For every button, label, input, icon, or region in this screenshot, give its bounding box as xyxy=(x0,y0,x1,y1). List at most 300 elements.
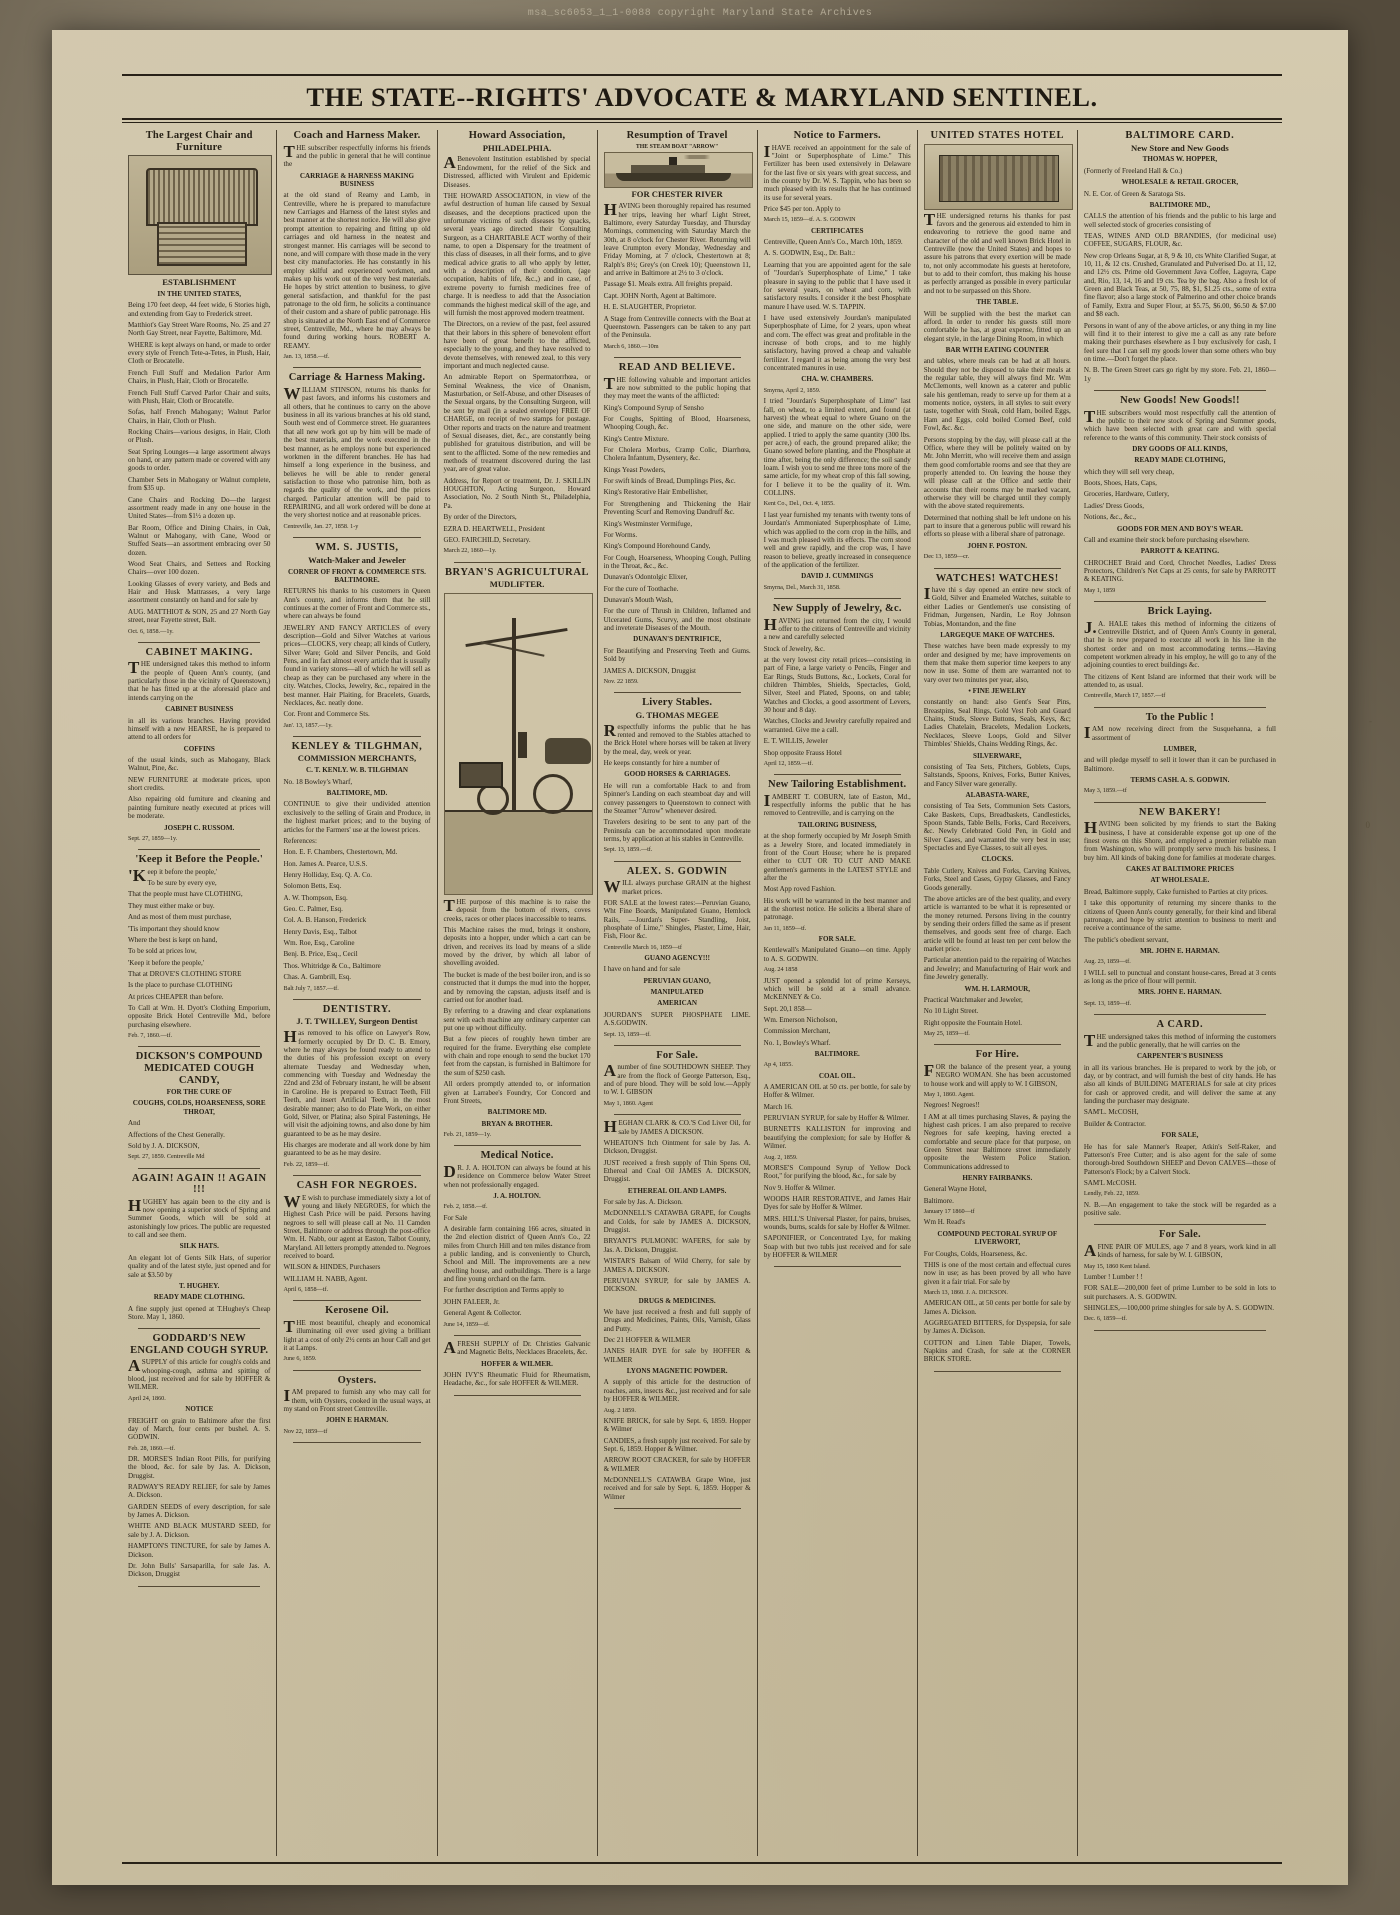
new-goods-new-goods-ad-line-0: THE subscribers would most respectfully call the attention of the public to their new stock of Spring and Summer goods, which have been selected with great care and with special reference to the wants of this community. Their stock consists of xyxy=(1083,406,1276,442)
livery-stables-ad-line-2: GOOD HORSES & CARRIAGES. xyxy=(624,770,731,779)
justis-watchmaker-ad-title: WM. S. JUSTIS, xyxy=(315,542,399,554)
bryans-agricultural-mudlifter-ad-line-6: BALTIMORE MD. xyxy=(487,1108,547,1117)
keep-it-before-the-people-ad-line-2: That the people must have CLOTHING, xyxy=(128,890,243,899)
godwin-guano-ad xyxy=(604,866,751,1038)
heghan-clark-ad-line-3: ETHEREAL OIL AND LAMPS. xyxy=(627,1186,727,1195)
read-and-believe-ad-line-8: For Strengthening and Thickening the Hair Preventing Scurf and Removing Dandruff &c. xyxy=(603,499,751,517)
godwin-guano-ad-line-9: Sept. 13, 1859—tf. xyxy=(603,1030,651,1038)
bryans-agricultural-mudlifter-ad-line-7: BRYAN & BROTHER. xyxy=(481,1119,553,1128)
ad-divider xyxy=(454,562,581,563)
united-states-hotel-ad-line-5: Persons stopping by the day, will please call at the Office, where they will be politely waited on by Mr. John Merritt, who will receive them and assign them good comfortable rooms and see that they are properly attended to. On leaving the house they will please call at the Office and settle their accounts that their rooms may be marked vacant, otherwise they will be charged until they comply with the above stated requirements. xyxy=(923,435,1071,511)
heghan-clark-ad-line-6: BRYANT'S PULMONIC WAFERS, for sale by Jas. A. Dickson, Druggist. xyxy=(603,1237,751,1254)
notice-to-farmers-ad-line-2: March 15, 1859—tf. A. S. GODWIN xyxy=(763,216,856,224)
a-card-carpenter-ad-line-5: FOR SALE, xyxy=(1161,1131,1199,1140)
howard-association-ad-title: Howard Association, xyxy=(468,130,566,141)
chair-furniture-ad-line-11: Bar Room, Office and Dining Chairs, in Oak, Walnut or Mahogany, with Cane, Wood or Stuffed Seats—an assortment embracing over 50 dozen. xyxy=(128,523,271,557)
chair-furniture-ad-subtitle: ESTABLISHMENT xyxy=(162,277,237,288)
cash-for-negroes-ad-line-1: WILSON & HINDES, Purchasers xyxy=(283,1263,381,1272)
heghan-clark-ad-line-14: A supply of this article for the destruction of roaches, ants, insects &c., just received and for sale by HOFFER & WILMER. xyxy=(603,1378,751,1404)
read-and-believe-ad-line-19: JAMES A. DICKSON, Druggist xyxy=(603,666,697,675)
hughey-hats-ad xyxy=(128,1173,270,1322)
coach-harness-maker-ad-line-1: CARRIAGE & HARNESS MAKING BUSINESS xyxy=(299,171,415,188)
chair-furniture-ad-line-9: Chamber Sets in Mahogany or Walnut complete, from $35 up. xyxy=(128,475,271,493)
resumption-of-travel-ad-line-4: A Stage from Centreville connects with the Boat at Queenstown. Passengers can be taken to any part of the Peninsula. xyxy=(603,314,751,340)
cabinet-making-ad-line-0: THE undersigned takes this method to inform the people of Queen Ann's county, (and particularly those in the vicinity of Queenstown,) that he has fitted up at the aforesaid place and intends carrying on the xyxy=(128,658,271,702)
heghan-clark-ad-line-0: HEGHAN CLARK & CO.'S Cod Liver Oil, for sale by JAMES A DICKSON. xyxy=(603,1117,751,1137)
ad-divider xyxy=(293,1370,420,1371)
howard-association-ad-line-1: THE HOWARD ASSOCIATION, in view of the awful destruction of human life caused by Sexual diseases, and the deceptions practiced upon the unfortunate victims of such diseases by quacks, several years ago directed their Consulting Surgeon, as a CHARITABLE ACT worthy of their name, to open a Dispensary for the treatment of this class of diseases, in all their forms, and to give medical advice gratis to all who apply by letter, with a description of their condition, (age occupation, habits of life, &c.,) and in case, of extreme poverty to furnish medicines free of charge. It is needless to add that the Association commands the highest medical skill of the age, and will furnish the most approved modern treatment. xyxy=(443,191,591,317)
coach-harness-maker-ad-line-3: Jan. 13, 1858.—tf. xyxy=(283,353,330,361)
heghan-clark-ad-line-16: KNIFE BRICK, for sale by Sept. 6, 1859. Hopper & Wilmer xyxy=(603,1416,751,1434)
notice-to-farmers-ad-line-1: Price $45 per ton. Apply to xyxy=(763,205,841,214)
watches-watches-ad-line-17: May 25, 1859—tf. xyxy=(923,1029,970,1037)
medical-notice-ad-title: Medical Notice. xyxy=(480,1150,554,1162)
new-bakery-ad-line-9: MRS. JOHN E. HARMAN. xyxy=(1138,988,1222,997)
col-2 xyxy=(277,130,437,1856)
for-sale-sheep-ad-title: For Sale. xyxy=(656,1049,699,1061)
new-tailoring-establishment-ad-line-16: COAL OIL. xyxy=(818,1071,856,1080)
watches-watches-ad-line-14: Practical Watchmaker and Jeweler, xyxy=(923,995,1023,1004)
dentistry-ad xyxy=(283,1004,430,1168)
keep-it-before-the-people-ad xyxy=(128,854,270,1039)
hughey-hats-ad-line-2: An elegant lot of Gents Silk Hats, of superior quality and of the latest style, just opened and for sale at $3.50 by xyxy=(128,1253,271,1279)
chair-furniture-ad-line-13: Looking Glasses of every variety, and Beds and Hair and Husk Mattrasses, a very large assortment constantly on hand and for sale by xyxy=(128,579,271,605)
howard-association-ad-line-4: Address, for Report or treatment, Dr. J. SKILLIN HOUGHTON, Acting Surgeon, Howard Association, No. 2 South Ninth St., Philadelphia, Pa. xyxy=(443,476,591,510)
keep-it-before-the-people-ad-line-12: To Call at Wm. H. Dyott's Clothing Emporium, opposite Brick Hotel Centreville Md., before purchasing elsewhere. xyxy=(128,1004,271,1029)
howard-association-ad-line-5: By order of the Directors, xyxy=(443,513,517,522)
read-and-believe-ad-line-6: For swift kinds of Bread, Dumplings Pies, &c. xyxy=(603,477,736,486)
read-and-believe-ad-line-0: THE following valuable and important articles are now submitted to the public hoping that they may meet the wants of the afflicted: xyxy=(603,373,751,401)
goddards-cough-syrup-ad-title: GODDARD'S NEW ENGLAND COUGH SYRUP. xyxy=(130,1333,269,1356)
cash-for-negroes-ad-title: CASH FOR NEGROES. xyxy=(296,1179,418,1191)
chair-furniture-ad-line-3: WHERE is kept always on hand, or made to order every style of French Tete-a-Tetes, in Plush, Hair, Cloth or Brocatelle. xyxy=(128,340,271,366)
read-and-believe-ad-line-4: For Cholera Morbus, Cramp Colic, Diarrhœa, Cholera Infantum, Dysentery, &c. xyxy=(603,446,751,463)
new-goods-new-goods-ad-line-1: DRY GOODS OF ALL KINDS, xyxy=(1132,445,1228,454)
read-and-believe-ad xyxy=(604,362,751,685)
kenley-tilghman-ad-line-10: Geo. C. Palmer, Esq. xyxy=(283,905,343,914)
ad-divider xyxy=(454,1145,581,1146)
heghan-clark-ad-line-7: WISTAR'S Balsam of Wild Cherry, for sale by JAMES A. DICKSON. xyxy=(603,1257,751,1274)
keep-it-before-the-people-ad-line-13: Feb. 7, 1860.—tf. xyxy=(128,1032,172,1040)
new-supply-jewelry-ad-line-6: April 12, 1859.—tf. xyxy=(763,759,813,767)
watches-watches-ad-line-9: CLOCKS. xyxy=(981,855,1014,864)
a-card-carpenter-ad-title: A CARD. xyxy=(1156,1019,1204,1031)
chair-furniture-ad-line-14: AUG. MATTHIOT & SON, 25 and 27 North Gay street, near Fayette street, Balt. xyxy=(128,607,271,625)
heghan-clark-ad-line-18: ARROW ROOT CRACKER, for sale by HOFFER & WILMER xyxy=(603,1456,751,1473)
watches-watches-ad-line-8: consisting of Tea Sets, Communion Sets Castors, Cake Baskets, Cups, Breadbaskets, Candlesticks, Spoon Stands, Table Bells, Forks, Card Receivers, &c. Newly Celebrated Gold Pen, in Gold and Silver Cases, and warranted the very best in use; Spectacles and Eye Classes, to suit all eyes. xyxy=(923,802,1071,853)
watches-watches-ad-line-6: consisting of Tea Sets, Pitchers, Goblets, Cups, Saltstands, Spoons, Knives, Forks, Butter Knives, and Fancy Silver ware generally. xyxy=(923,762,1071,788)
new-bakery-ad-line-1: CAKES AT BALTIMORE PRICES xyxy=(1125,865,1234,874)
for-hire-negro-woman-ad-line-6: Baltimore. xyxy=(923,1196,954,1205)
steamboat-label: THE STEAM BOAT "ARROW" xyxy=(635,143,719,150)
to-the-public-lumber-ad-line-1: LUMBER, xyxy=(1163,745,1197,754)
justis-watchmaker-ad-line-2: JEWELRY AND FANCY ARTICLES of every description—Gold and Silver Watches at various prices—CLOCKS, very cheap; all kinds of Cutlery, Silver Ware; Gold and Silver Pencils, and Gold Pens, and in fact almost every article that is usually found in variety stores—all of which he will sell as cheap as they can be purchased any where in the city. Watches, Clocks, Jewelry, &c., repaired in the best manner. Hair Plaiting, for Bracelets, Guards, Necklaces, &c. neatly done. xyxy=(283,623,431,707)
ad-divider xyxy=(138,642,260,643)
medical-notice-ad-line-5: For further description and Terms apply to xyxy=(443,1286,564,1295)
medical-notice-ad-line-1: J. A. HOLTON. xyxy=(493,1191,541,1200)
bryans-agricultural-mudlifter-ad-line-2: The bucket is made of the best boiler iron, and is so constructed that it dumps the mud into the hopper, and by removing the capstan, adjusts itself and is carried out for another load. xyxy=(443,970,591,1004)
for-sale-mules-ad xyxy=(1084,1229,1276,1322)
medical-notice-ad-line-4: A desirable farm containing 166 acres, situated in the 2nd election district of Queen Ann's Co., 22 miles from Church Hill and ten miles distance from a public landing, and is conveniently to Church, School and Mill. The improvements are a new dwelling house, and outbuildings. There is a large and fine young orchard on the farm. xyxy=(443,1224,591,1284)
cabinet-making-ad-line-8: Sept. 27, 1859—1y. xyxy=(128,834,178,842)
resumption-of-travel-ad-title: Resumption of Travel xyxy=(626,130,728,141)
dentistry-ad-title: DENTISTRY. xyxy=(322,1003,392,1015)
baltimore-card-ad-title: BALTIMORE CARD. xyxy=(1125,130,1235,141)
chair-engraving xyxy=(128,155,272,275)
ad-divider xyxy=(293,736,420,737)
fresh-supply-christies-ad-line-2: JOHN IVY'S Rheumatic Fluid for Rheumatism, Headache, &c., for sale HOFFER & WILMER. xyxy=(443,1370,591,1388)
for-sale-mules-ad-line-0: AFINE PAIR OF MULES, age 7 and 8 years, work kind in all kinds of harness, for sale by W. I. GIBSON, xyxy=(1083,1240,1276,1260)
kenley-tilghman-ad-line-4: References: xyxy=(283,836,317,845)
ad-divider xyxy=(454,1395,581,1396)
ad-divider xyxy=(293,367,420,368)
justis-watchmaker-ad xyxy=(283,542,430,729)
read-and-believe-ad-line-1: King's Compound Syrup of Sensho xyxy=(603,403,704,412)
livery-stables-ad-title: Livery Stables. xyxy=(642,697,713,709)
hughey-hats-ad-line-3: T. HUGHEY. xyxy=(179,1281,220,1290)
for-hire-negro-woman-ad xyxy=(924,1049,1071,1364)
a-card-carpenter-ad-line-9: N. B.—An engagement to take the stock will be regarded as a positive sale. xyxy=(1083,1200,1276,1218)
cabinet-making-ad-line-6: Also repairing old furniture and cleaning and painting furniture neatly executed at prices will be moderate. xyxy=(128,795,271,821)
new-tailoring-establishment-ad-line-11: Wm. Emerson Nicholson, xyxy=(763,1015,838,1024)
oysters-ad-line-1: JOHN E HARMAN. xyxy=(325,1416,389,1425)
chair-furniture-ad-line-4: French Full Stuff and Medalion Parlor Arm Chairs, in Plush, Hair, Cloth or Brocatelle. xyxy=(128,368,271,386)
col-4 xyxy=(598,130,758,1856)
carriage-harness-making-ad xyxy=(283,372,430,530)
for-hire-negro-woman-ad-line-13: AMERICAN OIL, at 50 cents per bottle for sale by James A. Dickson. xyxy=(923,1299,1071,1316)
ad-divider xyxy=(1094,1330,1266,1331)
kenley-tilghman-ad-line-2: BALTIMORE, MD. xyxy=(326,789,388,798)
chair-furniture-ad-line-6: Sofas, half French Mahogany; Walnut Parlor Chairs, in Hair, Cloth or Plush. xyxy=(128,408,271,425)
watches-watches-ad-line-15: No 10 Light Street. xyxy=(923,1007,979,1016)
kenley-tilghman-ad-line-3: CONTINUE to give their undivided attention exclusively to the selling of Grain and Produce, in the highest market prices; and to the buying of articles for the Farmers' use at the lowest prices. xyxy=(283,800,431,834)
kenley-tilghman-ad-line-9: A. W. Thompson, Esq. xyxy=(283,893,348,902)
goddards-cough-syrup-ad-line-0: ASUPPLY of this article for cough's colds and whooping-cough, asthma and spitting of blood, just received and for sale by HOFFER & WILMER. xyxy=(128,1356,271,1392)
dicksons-cough-candy-ad-line-3: Affections of the Chest Generally. xyxy=(128,1130,225,1139)
read-and-believe-ad-title: READ AND BELIEVE. xyxy=(618,361,736,373)
carriage-harness-making-ad-line-0: WILLIAM STINSON, returns his thanks for past favors, and informs his customers and all others, that he continues to carry on the above business in all its various branches at his old stand, South west end of Commerce street. He guarantees that all new work got up by him will be made of the best materials, and the work executed in the best manner, as he employs none but experienced workmen in the different branches. He has had himself a long experience in the business, and believes he will be able to render general satisfaction to those who patronise him, both as regards the quality of the work, and the prices charged. Particular attention will be paid to REPAIRING, and all work ordered will be done at the very shortest notice and at reasonable prices. xyxy=(283,384,431,520)
new-tailoring-establishment-ad-line-20: BURNETTS KALLISTON for improving and beautifying the complexion; for sale by Hoffer & Wilmer. xyxy=(763,1125,911,1151)
a-card-carpenter-ad-line-0: THE undersigned takes this method of informing the customers and the public generally, that he will carries on the xyxy=(1083,1030,1276,1050)
howard-association-ad-line-7: GEO. FAIRCHILD, Secretary. xyxy=(443,535,531,544)
new-goods-new-goods-ad-line-9: Call and examine their stock before purchasing elsewhere. xyxy=(1083,535,1250,544)
ad-divider xyxy=(454,1335,581,1336)
godwin-guano-ad-line-6: MANIPULATED xyxy=(650,988,704,997)
new-goods-new-goods-ad-line-3: which they will sell very cheap, xyxy=(1083,467,1175,476)
resumption-of-travel-ad-line-1: Passage $1. Meals extra. All freights prepaid. xyxy=(603,280,733,289)
for-hire-negro-woman-ad-line-10: For Coughs, Colds, Hoarseness, &c. xyxy=(923,1249,1028,1258)
goddards-cough-syrup-ad-line-10: Dr. John Bulls' Sarsaparilla, for sale Jas. A. Dickson, Druggist xyxy=(128,1561,271,1579)
kerosene-oil-ad xyxy=(283,1305,430,1362)
cash-for-negroes-ad xyxy=(283,1180,430,1293)
united-states-hotel-ad-line-6: Determined that nothing shall be left undone on his part to insure that a generous public will reward his efforts so please with a liberal share of patronage. xyxy=(923,513,1071,539)
coach-harness-maker-ad-title: Coach and Harness Maker. xyxy=(293,130,421,141)
united-states-hotel-ad-line-7: JOHN F. POSTON. xyxy=(967,541,1028,550)
watches-watches-ad-line-3: • FINE JEWELRY xyxy=(968,687,1027,696)
new-supply-jewelry-ad-line-4: E. T. WILLIS, Jeweler xyxy=(763,737,828,746)
new-bakery-ad-line-3: Bread, Baltimore supply, Cake furnished to Parties at city prices. xyxy=(1083,887,1268,896)
dicksons-cough-candy-ad-line-4: Sold by J. A. DICKSON, xyxy=(128,1141,200,1150)
hughey-hats-ad-line-4: READY MADE CLOTHING. xyxy=(153,1293,245,1302)
coach-harness-maker-ad xyxy=(283,130,430,360)
kenley-tilghman-ad-line-11: Col. A. B. Hanson, Frederick xyxy=(283,916,367,925)
new-tailoring-establishment-ad-line-3: Most App roved Fashion. xyxy=(763,885,836,894)
new-tailoring-establishment-ad-line-17: A AMERICAN OIL at 50 cts. per bottle, for sale by Hoffer & Wilmer. xyxy=(763,1083,911,1100)
kenley-tilghman-ad-line-14: Benj. B. Price, Esq., Cecil xyxy=(283,950,358,959)
kenley-tilghman-ad-line-16: Chas. A. Gambrill, Esq. xyxy=(283,973,352,982)
new-bakery-ad-line-2: AT WHOLESALE. xyxy=(1150,876,1210,885)
new-tailoring-establishment-ad-line-22: MORSE'S Compound Syrup of Yellow Dock Root," for purifying the blood, &c., for sale by xyxy=(763,1163,911,1181)
united-states-hotel-ad-line-4: and tables, where meals can be had at all hours. Should they not be disposed to take their meals at the regular table, they will always find Mr. Wm McClemonts, well known as a caterer and public sale his gentleman, ready to serve up for them at a moments notice, oysters, in all styles to suit every taste, together with Steak, cold Ham, boiled Eggs, Ham and Eggs, cold boiled Corned Beef, cold Fowl, &c. &c. xyxy=(923,357,1071,433)
watches-watches-ad-line-1: LARGEQUE MAKE OF WATCHES. xyxy=(940,630,1055,639)
a-card-carpenter-ad-line-3: SAM'L. McCOSH, xyxy=(1083,1108,1139,1117)
watches-watches-ad-line-4: constantly on hand: also Gent's Sear Pins, Breastpins, Seal Rings, Gold Vest Fob and Guard Chains, Studs, Sleeve Buttons, Seals, Keys, &c; Ladies Chatelain, Bracelets, Medalion Lockets, Necklaces, Sleeve Loops, Gold and Silver Thimbles' Shields, Chains Wedding Rings, &c. xyxy=(923,698,1071,749)
heghan-clark-ad-line-19: McDONNELL'S CATAWBA Grape Wine, just received and for sale by Sept. 6, 1859. Hopper & Wilmer xyxy=(603,1476,751,1501)
for-sale-mules-ad-line-4: SHINGLES,—100,000 prime shingles for sale by A. S. GODWIN. xyxy=(1083,1304,1274,1313)
oysters-ad xyxy=(283,1375,430,1435)
new-goods-new-goods-ad xyxy=(1084,395,1276,594)
goddards-cough-syrup-ad-line-2: NOTICE xyxy=(185,1405,214,1414)
goddards-cough-syrup-ad-line-7: GARDEN SEEDS of every description, for sale by James A. Dickson. xyxy=(128,1502,271,1520)
for-hire-negro-woman-ad-line-2: Negroes! Negroes!! xyxy=(923,1101,980,1110)
goddards-cough-syrup-ad-line-3: FREIGHT on grain to Baltimore after the first day of March, four cents per bushel. A. S. GODWIN. xyxy=(128,1416,271,1442)
for-hire-negro-woman-ad-line-11: THIS is one of the most certain and effectual cures now in use; as has been proved by all who have given it a fair trial. For sale by xyxy=(923,1260,1071,1286)
new-goods-new-goods-ad-title: New Goods! New Goods!! xyxy=(1120,395,1240,407)
ad-divider xyxy=(614,1114,741,1115)
new-tailoring-establishment-ad-line-5: Jan 11, 1859—tf. xyxy=(763,924,807,932)
cabinet-making-ad-line-4: of the usual kinds, such as Mahogany, Black Walnut, Pine, &c. xyxy=(128,756,271,773)
for-sale-mules-ad-line-3: FOR SALE—200,000 feet of prime Lumber to be sold in lots to suit purchasers. A. S. GODWIN. xyxy=(1083,1284,1276,1301)
livery-stables-ad xyxy=(604,697,751,853)
to-the-public-lumber-ad xyxy=(1084,712,1276,795)
heghan-clark-ad-line-8: PERUVIAN SYRUP, for sale by JAMES A. DICKSON. xyxy=(603,1276,751,1294)
watches-watches-ad-line-7: ALABASTA-WARE, xyxy=(965,790,1030,799)
new-goods-new-goods-ad-line-2: READY MADE CLOTHING, xyxy=(1134,456,1226,465)
kerosene-oil-ad-title: Kerosene Oil. xyxy=(325,1305,389,1317)
for-hire-negro-woman-ad-line-8: Wm H. Read's xyxy=(923,1218,966,1227)
medical-notice-ad-line-3: For Sale xyxy=(443,1213,468,1222)
bryans-agricultural-mudlifter-ad-subtitle: MUDLIFTER. xyxy=(489,579,545,590)
godwin-guano-ad-line-4: I have on hand and for sale xyxy=(603,965,681,974)
medical-notice-ad-line-0: DR. J. A. HOLTON can always be found at his residence on Commerce below Water Street when not professionally engaged. xyxy=(443,1161,591,1189)
coach-harness-maker-ad-line-0: THE subscriber respectfully informs his friends and the public in general that he will continue the xyxy=(283,141,431,169)
kenley-tilghman-ad-line-7: Henry Holliday, Esq. Q. A. Co. xyxy=(283,870,373,879)
ad-divider xyxy=(138,1046,260,1047)
medical-notice-ad-line-7: General Agent & Collector. xyxy=(443,1309,522,1318)
carriage-harness-making-ad-title: Carriage & Harness Making. xyxy=(288,372,426,384)
kenley-tilghman-ad-line-13: Wm. Roe, Esq., Caroline xyxy=(283,939,355,948)
col-6 xyxy=(918,130,1078,1856)
medical-notice-ad xyxy=(444,1150,591,1328)
new-goods-new-goods-ad-line-4: Boots, Shoes, Hats, Caps, xyxy=(1083,479,1157,488)
oysters-ad-line-0: IAM prepared to furnish any who may call for them, with Oysters, cooked in the usual ways, at my stand on Front street Centreville. xyxy=(283,1386,431,1413)
notice-to-farmers-ad-line-14: Smyrna, Del., March 31, 1858. xyxy=(763,583,841,591)
notice-to-farmers-ad-line-7: I have used extensively Jourdan's manipulated Superphosphate of Lime, for 2 years, upon wheat and corn. The effect was great and profitable in the increase of both crops, and to me highly satisfactory, having proved a cheap and valuable fertilizer. I regard it as being among the very best concentrated manures in use. xyxy=(763,313,911,373)
kenley-tilghman-ad-line-17: Balt July 7, 1857.—tf. xyxy=(283,984,339,992)
baltimore-card-ad-line-4: BALTIMORE MD., xyxy=(1149,200,1211,209)
baltimore-card-ad-line-3: N. E. Cor. of Green & Saratoga Sts. xyxy=(1083,189,1186,198)
watches-watches-ad-line-5: SILVERWARE, xyxy=(973,751,1022,760)
fresh-supply-christies-ad-line-1: HOFFER & WILMER. xyxy=(481,1359,553,1368)
bryans-agricultural-mudlifter-ad-line-0: THE purpose of this machine is to raise the deposit from the bottom of rivers, coves creeks, races or other places inaccessible to teams. xyxy=(443,895,591,923)
new-goods-new-goods-ad-line-6: Ladies' Dress Goods, xyxy=(1083,501,1145,510)
baltimore-card-ad-subtitle: New Store and New Goods xyxy=(1131,142,1229,153)
kenley-tilghman-ad-line-12: Henry Davis, Esq., Talbot xyxy=(283,927,357,936)
united-states-hotel-ad-line-2: Will be supplied with the best the market can afford. In order to render his guests still more comfortable he has, at great expense, fitted up an elegant style, in the large Dining Room, in which xyxy=(923,309,1071,343)
godwin-guano-ad-title: ALEX. S. GODWIN xyxy=(626,865,728,877)
ad-divider xyxy=(138,1586,260,1587)
dicksons-cough-candy-ad-title: DICKSON'S COMPOUND MEDICATED COUGH CANDY, xyxy=(135,1051,263,1086)
livery-stables-ad-line-5: Sept. 13, 1859.—tf. xyxy=(603,846,653,854)
ad-divider xyxy=(1094,1014,1266,1015)
masthead-title: THE STATE--RIGHTS' ADVOCATE & MARYLAND SENTINEL. xyxy=(306,82,1098,112)
ad-divider xyxy=(934,1044,1061,1045)
keep-it-before-the-people-ad-line-7: To be sold at prices low, xyxy=(128,947,197,956)
ad-divider xyxy=(1094,707,1266,708)
new-tailoring-establishment-ad-line-6: FOR SALE. xyxy=(818,935,856,944)
new-tailoring-establishment-ad-line-4: His work will be warranted in the best manner and at the shortest notice. He solicits a liberal share of patronage. xyxy=(763,896,911,922)
dentistry-ad-line-1: His charges are moderate and all work done by him guaranteed to be as he may desire. xyxy=(283,1140,431,1158)
ad-divider xyxy=(293,537,420,538)
godwin-guano-ad-line-8: JOURDAN'S SUPER PHOSPHATE LIME. A.S.GODWIN. xyxy=(603,1010,751,1028)
new-bakery-ad-line-0: HAVING been solicited by my friends to start the Baking business, I have at considerable expense got up one of the finest ovens on this Shore, and employed a premier reliable man from Washington, who will promptly serve much his business. I buy him. All kinds of baking done for families at moderate charges. xyxy=(1083,818,1276,862)
heghan-clark-ad-line-1: WHEATON'S Itch Ointment for sale by Jas. A. Dickson, Druggist. xyxy=(603,1138,751,1156)
read-and-believe-ad-line-2: For Coughs, Spitting of Blood, Hoarseness, Whooping Cough, &c. xyxy=(603,414,751,432)
livery-stables-ad-line-4: Travelers desiring to be sent to any part of the Peninsula can be accommodated upon moderate terms, by application at his stables in Centreville. xyxy=(603,818,751,843)
new-tailoring-establishment-ad-line-2: at the shop formerly occupied by Mr Joseph Smith as a Jewelry Store, and located immediately in front of the Court House; where he is prepared either to CUT OR TO CUT AND MAKE gentlemen's garments in the LATEST STYLE and after the xyxy=(763,832,911,882)
bryans-agricultural-mudlifter-ad xyxy=(444,567,591,1139)
ad-divider xyxy=(614,861,741,862)
bryans-agricultural-mudlifter-ad-line-3: By referring to a drawing and clear explanations sent with each machine any ordinary carpenter can put one up without difficulty. xyxy=(443,1007,591,1032)
for-hire-negro-woman-ad-line-14: AGGREGATED BITTERS, for Dyspepsia, for sale by James A. Dickson. xyxy=(923,1319,1071,1336)
ad-divider xyxy=(934,568,1061,569)
a-card-carpenter-ad-line-8: Lendly, Feb. 22, 1859. xyxy=(1083,1190,1140,1198)
livery-stables-ad-line-0: Respectfully informs the public that he has rented and removed to the Stables attached to the Brick Hotel where horses will be taken at livery by the meal, day, week or year. xyxy=(603,720,751,756)
chair-furniture-ad-title: The Largest Chair and Furniture xyxy=(145,130,253,153)
col-7 xyxy=(1078,130,1282,1856)
notice-to-farmers-ad-line-5: A. S. GODWIN, Esq., Dr. Balt.: xyxy=(763,249,856,258)
notice-to-farmers-ad-line-0: IHAVE received an appointment for the sale of "Joint or Superphosphate of Lime." This Fertilizer has been used extensively in Delaware for the last five or six years with great success, and in the county by Dr. W. S. Tappin, who has been so much pleased with its results that he has continued its use for several years. xyxy=(763,141,911,202)
new-supply-jewelry-ad-line-2: at the very lowest city retail prices—consisting in part of Fine, a large variety o Pencils, Finger and Ear Rings, Studs Buttons, &c., Lockets, Coral for children Thimbles, Shields, Spectacles, Gold, Silver, Steel and Plated, Spoons, on and table; Watches and Clocks, a good assortment of Levers, 30 hour and 8 day. xyxy=(763,655,911,715)
chair-furniture-ad-line-12: Wood Seat Chairs, and Settees and Rocking Chairs—over 100 dozen. xyxy=(128,560,271,577)
for-hire-negro-woman-ad-line-12: March 13, 1860. J. A. DICKSON. xyxy=(923,1288,1008,1296)
cabinet-making-ad-line-2: in all its various branches. Having provided himself with a new HEARSE, he is prepared to attend to all orders for xyxy=(128,716,271,742)
new-supply-jewelry-ad-title: New Supply of Jewelry, &c. xyxy=(772,602,902,614)
ad-divider xyxy=(1094,601,1266,602)
new-tailoring-establishment-ad-line-1: TAILORING BUSINESS, xyxy=(797,820,877,829)
hughey-hats-ad-title: AGAIN! AGAIN !! AGAIN !!! xyxy=(131,1172,267,1196)
notice-to-farmers-ad-line-8: CHA. W. CHAMBERS. xyxy=(801,375,874,384)
united-states-hotel-ad-line-0: THE undersigned returns his thanks for past favors and the generous aid extended to him in endeavoring to retrieve the good name and character of the old and well known Brick Hotel in Centreville (now the United States) and hopes to assure his patrons that every exertion will be made to, not only accommodate his guests at heretofore, but to add to their comfort, thus making his house as perfectly arranged as possible in every particular and not to be surpassed on this Shore. xyxy=(923,209,1071,295)
new-tailoring-establishment-ad-line-0: IAMBERT T. COBURN, late of Easton, Md., respectfully informs the public that he has removed to Centreville, and is carrying on the xyxy=(763,790,911,818)
resumption-of-travel-ad xyxy=(604,130,751,350)
kenley-tilghman-ad xyxy=(283,741,430,992)
ad-divider xyxy=(774,774,901,775)
baltimore-card-ad-line-9: N. B. The Green Street cars go right by my store. Feb. 21, 1860—1y xyxy=(1083,366,1276,383)
watches-watches-ad-title: WATCHES! WATCHES! xyxy=(935,572,1059,584)
mudlifter-engraving xyxy=(444,593,593,895)
baltimore-card-ad xyxy=(1084,130,1276,383)
keep-it-before-the-people-ad-line-8: 'Keep it before the people,' xyxy=(128,958,205,967)
read-and-believe-ad-line-20: Nov. 22 1859. xyxy=(603,677,639,685)
read-and-believe-ad-line-10: For Worms. xyxy=(603,530,638,539)
heghan-clark-ad-line-5: McDONNELL'S CATAWBA GRAPE, for Coughs and Colds, for sale by JAMES A. DICKSON, Druggist. xyxy=(603,1209,751,1235)
new-tailoring-establishment-ad-line-7: Kentlewall's Manipulated Guano—on time. Apply to A. S. GODWIN. xyxy=(763,946,911,963)
united-states-hotel-ad-title: UNITED STATES HOTEL xyxy=(930,130,1065,141)
godwin-guano-ad-line-7: AMERICAN xyxy=(657,999,698,1008)
goddards-cough-syrup-ad-line-1: April 24, 1860. xyxy=(128,1394,166,1402)
baltimore-card-ad-line-1: (Formerly of Freeland Hall & Co.) xyxy=(1083,166,1183,175)
ad-divider xyxy=(293,1175,420,1176)
medical-notice-ad-line-6: JOHN FALEER, Jr. xyxy=(443,1297,500,1306)
notice-to-farmers-ad xyxy=(764,130,911,591)
kenley-tilghman-ad-line-8: Solomon Betts, Esq. xyxy=(283,882,342,891)
read-and-believe-ad-line-7: King's Restorative Hair Embellisher, xyxy=(603,488,708,497)
for-hire-negro-woman-ad-line-9: COMPOUND PECTORAL SYRUP OF LIVERWORT, xyxy=(937,1229,1058,1247)
watches-watches-ad-line-11: The above articles are of the best quality, and every article is warranted to be what it is represented or the money returned. Persons living in the country by sending their orders filled the same as if present themselves, and goods sent free of charge. Each article will be found at least ten per cent below the market price. xyxy=(923,894,1071,954)
read-and-believe-ad-line-16: For the cure of Thrush in Children, Inflamed and Ulcerated Gums, Scurvy, and the most obstinate and inveterate Diseases of the Mouth. xyxy=(603,607,751,633)
keep-it-before-the-people-ad-line-1: To be sure by every eye, xyxy=(147,879,217,888)
hughey-hats-ad-line-1: SILK HATS. xyxy=(179,1242,219,1251)
keep-it-before-the-people-ad-line-6: Where the best is kept on hand, xyxy=(128,935,218,944)
watches-watches-ad-line-0: Ihave thi s day opened an entire new stock of Gold, Silver and Enameled Watches, suitable to either Ladies or Gentlemen's use consisting of Fridman, Jurgensen, Nardin, Le Roy Johnson Tobias, Montandon, and the fine xyxy=(923,584,1071,628)
heghan-clark-ad-line-15: Aug. 2 1859. xyxy=(603,1406,636,1414)
heghan-clark-ad xyxy=(604,1119,751,1501)
keep-it-before-the-people-ad-line-4: And as most of them must purchase, xyxy=(128,913,232,922)
read-and-believe-ad-line-9: King's Westminster Vermifuge, xyxy=(603,519,693,528)
kenley-tilghman-ad-line-5: Hon. E. F. Chambers, Chestertown, Md. xyxy=(283,848,398,857)
ad-divider xyxy=(293,1300,420,1301)
hotel-engraving xyxy=(924,144,1073,210)
notice-to-farmers-ad-line-11: Kent Co., Del., Oct. 4, 1855. xyxy=(763,500,835,508)
new-tailoring-establishment-ad-line-13: No. 1, Bowley's Wharf. xyxy=(763,1038,831,1047)
new-tailoring-establishment-ad-line-19: PERUVIAN SYRUP, for sale by Hoffer & Wilmer. xyxy=(763,1114,910,1123)
fresh-supply-christies-ad-line-0: AFRESH SUPPLY of Dr. Christies Galvanic and Magnetic Belts, Necklaces Bracelets, &c. xyxy=(443,1337,591,1357)
notice-to-farmers-ad-title: Notice to Farmers. xyxy=(793,130,881,141)
a-card-carpenter-ad-line-6: He has for sale Manner's Reaper, Atkin's Self-Raker, and Patterson's Free Cutter; and is also agent for the sale of some thorough-bred Southdown SHEEP and Devon CALVES—those of Patterson's Flock; by a Calvert Stock. xyxy=(1083,1142,1276,1176)
new-tailoring-establishment-ad-title: New Tailoring Establishment. xyxy=(768,779,907,791)
watches-watches-ad-line-2: These watches have been made expressly to my order and designed by me; have improvements on them that make them superior time keepers to any now in use. Some of them are warranted not to vary over two minutes per year, also, xyxy=(923,642,1071,684)
resumption-of-travel-ad-line-3: H. E. SLAUGHTER, Proprietor. xyxy=(603,303,697,312)
notice-to-farmers-ad-line-13: DAVID J. CUMMINGS xyxy=(801,572,874,581)
to-the-public-lumber-ad-line-4: May 3, 1859.—tf xyxy=(1083,787,1127,795)
for-hire-negro-woman-ad-line-1: May 1, 1860. Agent. xyxy=(923,1090,975,1098)
notice-to-farmers-ad-line-4: Centreville, Queen Ann's Co., March 10th, 1859. xyxy=(763,238,903,247)
ad-divider xyxy=(293,999,420,1000)
read-and-believe-ad-line-18: For Beautifying and Preserving Teeth and Gums. Sold by xyxy=(603,646,751,664)
bryans-agricultural-mudlifter-ad-title: BRYAN'S AGRICULTURAL xyxy=(444,566,590,578)
keep-it-before-the-people-ad-line-0: 'Keep it before the people,' xyxy=(128,865,218,885)
new-tailoring-establishment-ad-line-8: Aug. 24 1858 xyxy=(763,966,798,974)
read-and-believe-ad-line-3: King's Centre Mixture. xyxy=(603,434,669,443)
masthead-rule-2 xyxy=(122,122,1282,123)
new-tailoring-establishment-ad-line-24: WOODS HAIR RESTORATIVE, and James Hair Dyes for sale by Hoffer & Wilmer. xyxy=(763,1194,911,1212)
cabinet-making-ad-title: CABINET MAKING. xyxy=(145,646,253,658)
heghan-clark-ad-line-11: Dec 21 HOFFER & WILMER xyxy=(603,1336,691,1345)
new-tailoring-establishment-ad-line-10: Sept. 20,1 858— xyxy=(763,1004,812,1013)
baltimore-card-ad-line-0: THOMAS W. HOPPER, xyxy=(1142,155,1218,164)
ad-divider xyxy=(774,1266,901,1267)
ad-divider xyxy=(138,1168,260,1169)
for-sale-sheep-ad-line-1: May 1, 1860. Agent xyxy=(603,1099,653,1107)
dicksons-cough-candy-ad-line-1: COUGHS, COLDS, HOARSENESS, SORE THROAT, xyxy=(132,1099,266,1116)
to-the-public-lumber-ad-title: To the Public ! xyxy=(1145,711,1215,723)
read-and-believe-ad-line-5: Kings Yeast Powders, xyxy=(603,465,666,474)
col-5 xyxy=(758,130,918,1856)
cabinet-making-ad-line-5: NEW FURNITURE at moderate prices, upon short credits. xyxy=(128,775,271,793)
ad-divider xyxy=(1094,390,1266,391)
livery-stables-ad-subtitle: G. THOMAS MEGEE xyxy=(635,709,719,720)
